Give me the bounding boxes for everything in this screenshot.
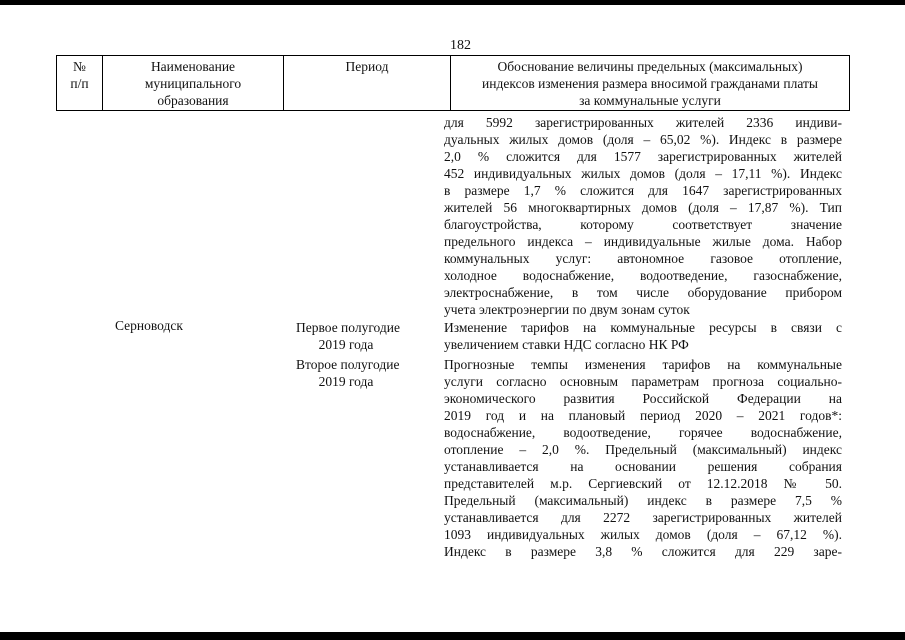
period-line: 2019 года bbox=[318, 374, 374, 389]
header-col-number-line: № bbox=[73, 59, 86, 74]
text-line: в размере 1,7 % сложится для 1647 зарегистрированных bbox=[444, 183, 842, 198]
bottom-border bbox=[0, 632, 905, 640]
text-line: увеличением ставки НДС согласно НК РФ bbox=[444, 337, 689, 352]
table-header bbox=[56, 55, 850, 111]
text-line: Предельный (максимальный) индекс в размере 7,5 % bbox=[444, 493, 842, 508]
period-first-half bbox=[296, 319, 400, 353]
text-line: жителей 56 многоквартирных домов (доля – 17,87 %). Тип bbox=[444, 200, 842, 215]
header-col-number bbox=[57, 56, 103, 111]
text-line: услуги согласно основным параметрам прогноза социально- bbox=[444, 374, 842, 389]
period-line: 2019 года bbox=[318, 337, 374, 352]
period-second-half bbox=[296, 356, 400, 390]
text-line: благоустройства, которому соответствует значение bbox=[444, 217, 842, 232]
header-col-municipality-line: муниципального bbox=[144, 76, 242, 91]
header-col-justification-line: за коммунальные услуги bbox=[579, 93, 721, 108]
text-line: для 5992 зарегистрированных жителей 2336 индиви- bbox=[444, 115, 842, 130]
text-line: устанавливается для 2272 зарегистрированных жителей bbox=[444, 510, 842, 525]
text-line: 1093 индивидуальных жилых домов (доля – 67,12 %). bbox=[444, 527, 842, 542]
period-line: Первое полугодие bbox=[296, 320, 400, 335]
text-line: водоснабжение, водоотведение, горячее водоснабжение, bbox=[444, 425, 842, 440]
forecast-text bbox=[444, 356, 842, 560]
top-border bbox=[0, 0, 905, 5]
text-line: 2019 год и на плановый период 2020 – 2021 годов*: bbox=[444, 408, 842, 423]
period-line: Второе полугодие bbox=[296, 357, 400, 372]
text-line: Индекс в размере 3,8 % сложится для 229 заре- bbox=[444, 544, 842, 559]
header-col-justification bbox=[451, 56, 850, 111]
header-col-justification-line: индексов изменения размера вносимой гражданами платы bbox=[482, 76, 818, 91]
text-line: отопление – 2,0 %. Предельный (максимальный) индекс bbox=[444, 442, 842, 457]
page-number: 182 bbox=[450, 38, 471, 53]
text-line: устанавливается на основании решения собрания bbox=[444, 459, 842, 474]
text-line: 2,0 % сложится для 1577 зарегистрированных жителей bbox=[444, 149, 842, 164]
text-line: предельного индекса – индивидуальные жилые дома. Набор bbox=[444, 234, 842, 249]
text-line: холодное водоснабжение, водоотведение, газоснабжение, bbox=[444, 268, 842, 283]
text-line: Прогнозные темпы изменения тарифов на коммунальные bbox=[444, 357, 842, 372]
header-col-number-line: п/п bbox=[70, 76, 89, 91]
header-col-justification-line: Обоснование величины предельных (максимальных) bbox=[497, 59, 803, 74]
text-line: представителей м.р. Сергиевский от 12.12.2018 № 50. bbox=[444, 476, 842, 491]
header-col-municipality bbox=[103, 56, 284, 111]
text-line: экономического развития Российской Федерации на bbox=[444, 391, 842, 406]
header-col-period bbox=[284, 56, 451, 111]
text-line: коммунальных услуг: автономное газовое отопление, bbox=[444, 251, 842, 266]
header-col-period-label: Период bbox=[345, 59, 389, 74]
text-line: учета электроэнергии по двум зонам суток bbox=[444, 302, 690, 317]
text-line: электроснабжение, в том числе оборудование прибором bbox=[444, 285, 842, 300]
text-line: 452 индивидуальных жилых домов (доля – 17,11 %). Индекс bbox=[444, 166, 842, 181]
continuation-text bbox=[444, 114, 842, 318]
header-col-municipality-line: образования bbox=[157, 93, 229, 108]
header-col-municipality-line: Наименование bbox=[150, 59, 236, 74]
text-line: Изменение тарифов на коммунальные ресурсы в связи с bbox=[444, 320, 842, 335]
municipality-name: Серноводск bbox=[115, 318, 183, 333]
tariff-vat-text bbox=[444, 319, 842, 353]
text-line: дуальных жилых домов (доля – 65,02 %). Индекс в размере bbox=[444, 132, 842, 147]
